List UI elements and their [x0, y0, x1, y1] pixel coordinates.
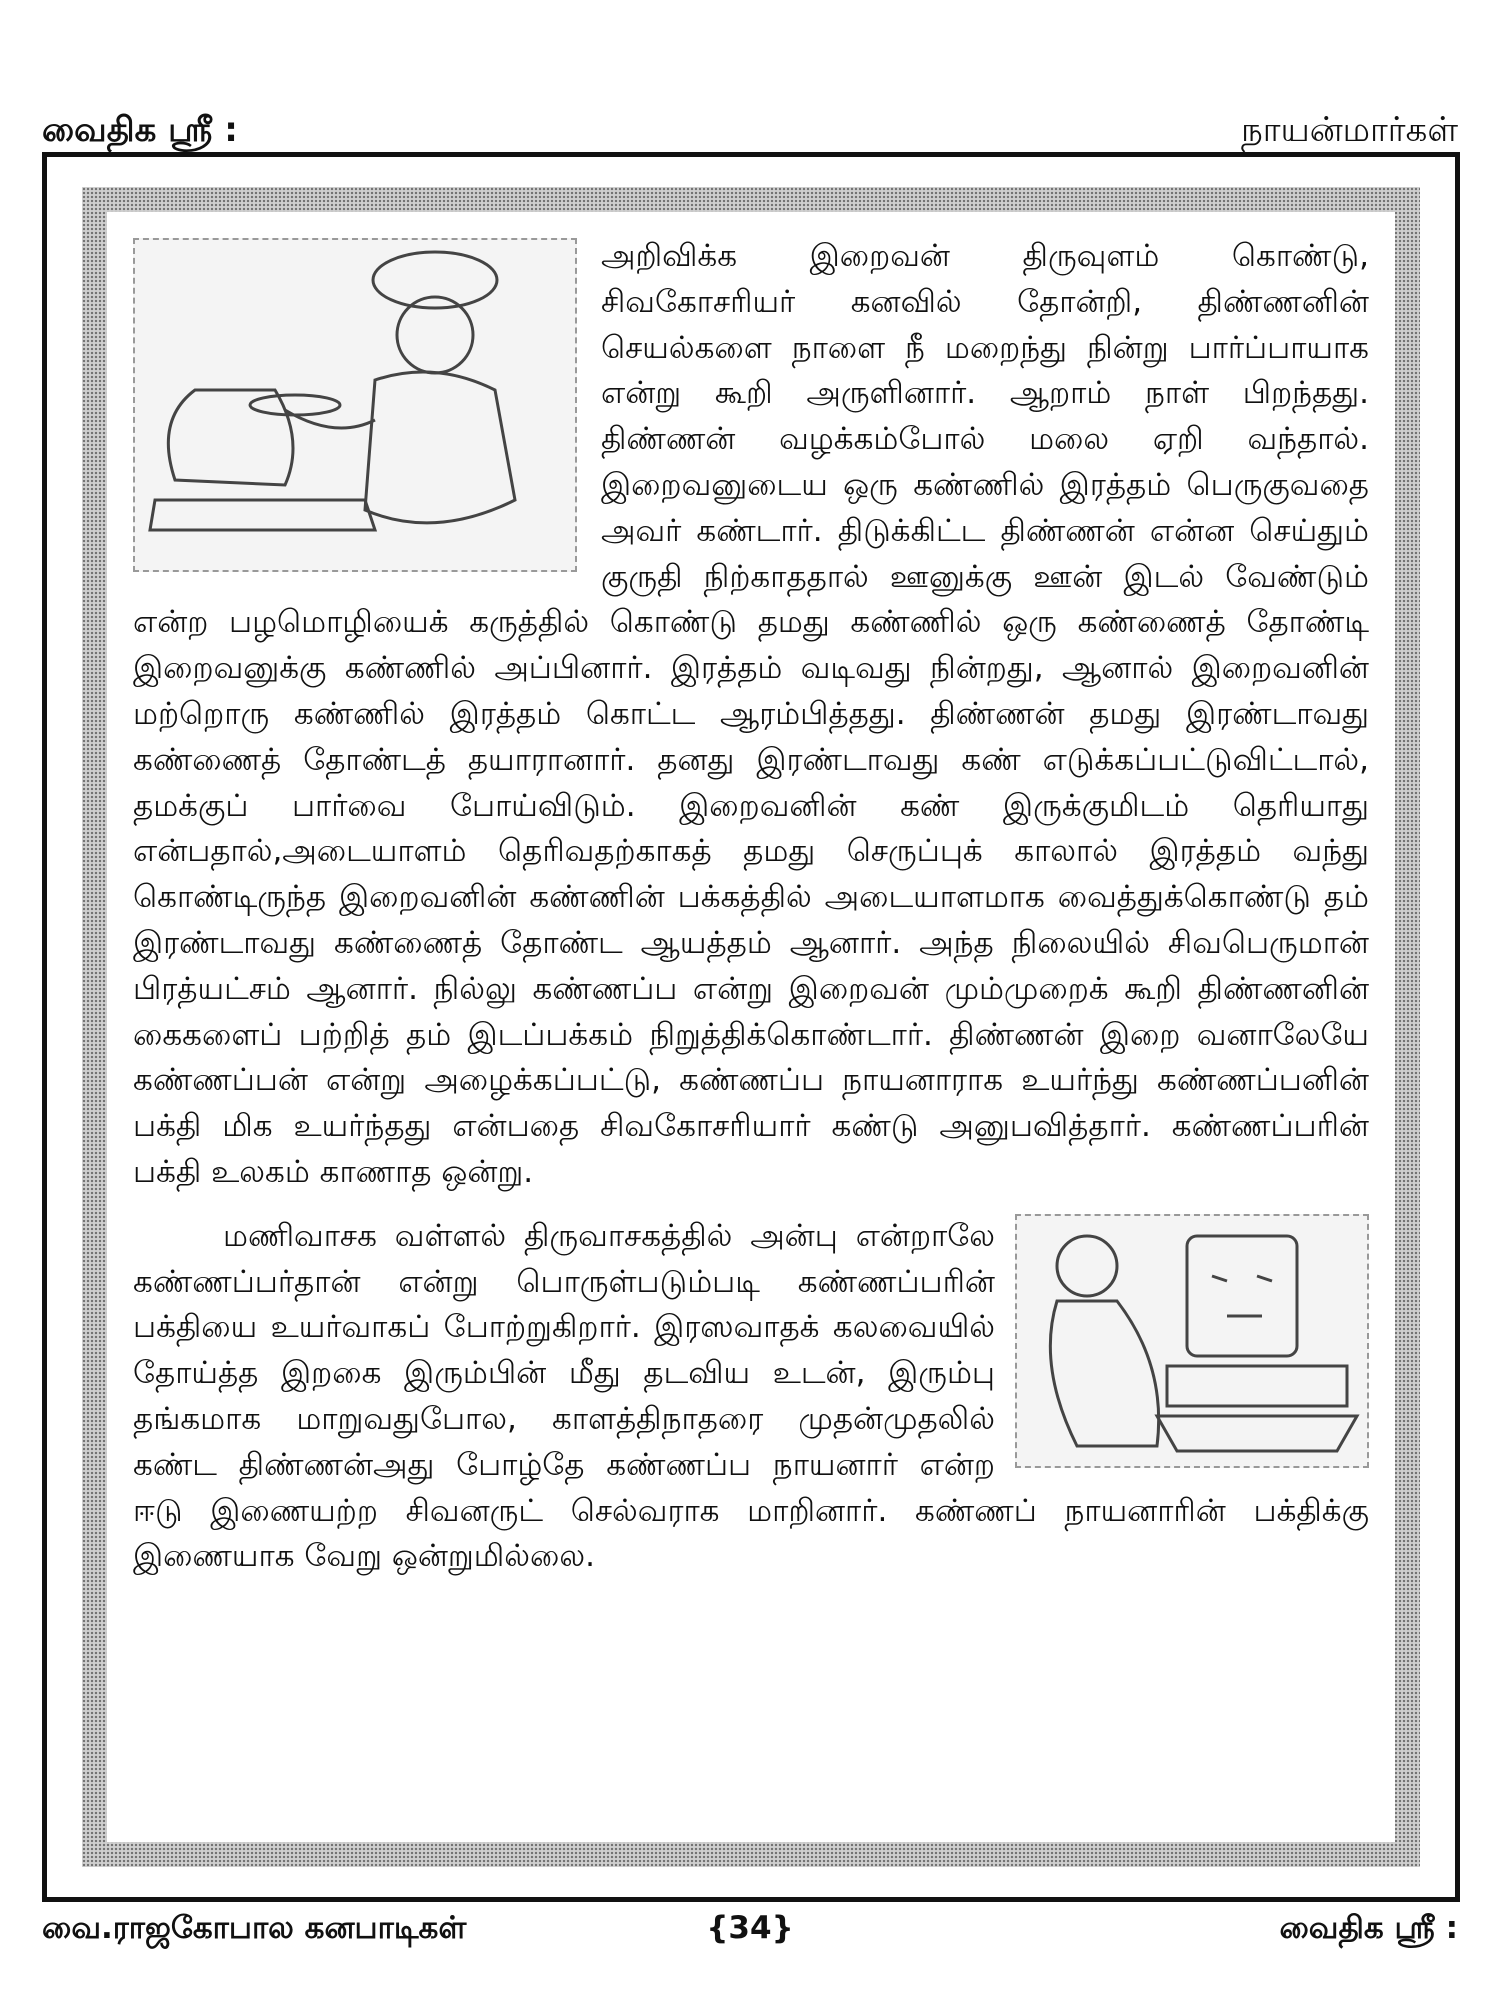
header-section-title: நாயன்மார்கள் — [1240, 110, 1458, 150]
header-magazine-title: வைதிக ஸ்ரீ : — [42, 110, 238, 150]
kannappa-offering-illustration — [133, 238, 577, 572]
footer-author: வை.ராஜகோபால கனபாடிகள் — [42, 1910, 467, 1946]
kannappa-shrine-drawing — [1017, 1216, 1367, 1466]
content-panel — [107, 212, 1395, 1842]
kannappa-shrine-illustration — [1015, 1214, 1369, 1468]
footer-magazine-title: வைதிக ஸ்ரீ : — [1279, 1910, 1458, 1946]
paragraph-1: அறிவிக்க இறைவன் திருவுளம் கொண்டு, சிவகோசரியர் கனவில் தோன்றி, திண்ணனின் செயல்களை நாளை நீ மறைந்து நின்று பார்ப்பாயாக என்று கூறி அருளினார். ஆறாம் நாள் பிறந்தது. திண்ணன் வழக்கம்போல் மலை ஏறி வந்தால். இறைவனுடைய ஒரு கண்ணில் இரத்தம் பெருகுவதை அவர் கண்டார். திடுக்கிட்ட திண்ணன் என்ன செய்தும் குருதி நிற்காததால் ஊனுக்கு ஊன் இடல் வேண்டும் என்ற பழமொழியைக் கருத்தில் கொண்டு தமது கண்ணில் ஒரு கண்ணைத் தோண்டி இறைவனுக்கு கண்ணில் அப்பினார். இரத்தம் வடிவது நின்றது, ஆனால் இறைவனின் மற்றொரு கண்ணில் இரத்தம் கொட்ட ஆரம்பித்தது. திண்ணன் தமது இரண்டாவது கண்ணைத் தோண்டத் தயாரானார். தனது இரண்டாவது கண் எடுக்கப்பட்டுவிட்டால், தமக்குப் பார்வை போய்விடும். இறைவனின் கண் இருக்குமிடம் தெரியாது என்பதால்,அடையாளம் தெரிவதற்காகத் தமது செருப்புக் காலால் இரத்தம் வந்து கொண்டிருந்த இறைவனின் கண்ணின் பக்கத்தில் அடையாளமாக வைத்துக்கொண்டு தம் இரண்டாவது கண்ணைத் தோண்ட ஆயத்தம் ஆனார். அந்த நிலையில் சிவபெருமான் பிரத்யட்சம் ஆனார். நில்லு கண்ணப்ப என்று இறைவன் மும்முறைக் கூறி திண்ணனின் கைகளைப் பற்றித் தம் இடப்பக்கம் நிறுத்திக்கொண்டார். திண்ணன் இறை வனாலேயே கண்ணப்பன் என்று அழைக்கப்பட்டு, கண்ணப்ப நாயனாராக உயர்ந்து கண்ணப்பனின் பக்தி மிக உயர்ந்தது என்பதை சிவகோசரியார் கண்டு அனுபவித்தார். கண்ணப்பரின் பக்தி உலகம் காணாத ஒன்று. — [133, 238, 1369, 1190]
page-number: {34} — [706, 1910, 794, 1946]
page-border-frame — [42, 152, 1460, 1902]
paragraph-2: மணிவாசக வள்ளல் திருவாசகத்தில் அன்பு என்றாலே கண்ணப்பர்தான் என்று பொருள்படும்படி கண்ணப்பரின் பக்தியை உயர்வாகப் போற்றுகிறார். இரஸவாதக் கலவையில் தோய்த்த இறகை இரும்பின் மீது தடவிய உடன், இரும்பு தங்கமாக மாறுவதுபோல, காளத்திநாதரை முதன்முதலில் கண்ட திண்ணன்அது போழ்தே கண்ணப்ப நாயனார் என்ற ஈடு இணையற்ற சிவனருட் செல்வராக மாறினார். கண்ணப் நாயனாரின் பக்திக்கு இணையாக வேறு ஒன்றுமில்லை. — [133, 1217, 1369, 1575]
dotted-border — [82, 187, 1420, 1867]
kannappa-offering-drawing — [135, 240, 575, 570]
